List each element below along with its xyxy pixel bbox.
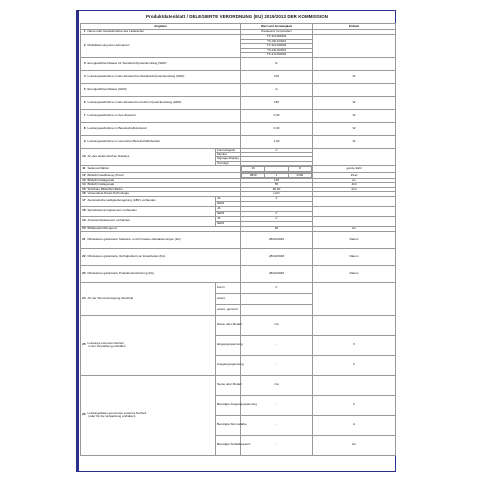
row-number: 1: [81, 30, 87, 35]
row-value: 100: [241, 70, 313, 83]
row-label: Leistungsdaten genormtes externes Netzteil (oder für die Verpackung enthalten): [87, 375, 216, 455]
row-label: Energieeffizienzklasse für Standard-Dynamikumfang (SDR): [87, 57, 241, 70]
option-label: NEIN: [216, 221, 241, 226]
row-unit: [313, 148, 396, 166]
row-value: 55: [241, 183, 313, 187]
row-value: TX-32LSW604: [241, 35, 313, 40]
table-row: [81, 83, 396, 96]
item-label: Benötigte Ausgangsspannung: [216, 395, 241, 415]
row-label: Seitenverhältnis: [87, 166, 241, 172]
row-label: Mindestens garantierte Produktunterstützung (bis): [87, 265, 241, 282]
display-type-option: Fernsehgerät: [216, 148, 241, 152]
row-number: 22: [81, 248, 87, 265]
row-unit: Datum: [313, 231, 396, 248]
row-unit: Hz: [313, 226, 396, 231]
row-value: LCD: [241, 192, 313, 196]
row-number: 24: [81, 282, 87, 315]
row-value: G: [241, 83, 313, 96]
row-value: n/a: [241, 315, 313, 335]
row-number: 26: [81, 375, 87, 455]
check-icon: ✔: [241, 211, 313, 216]
model-id: TX-24LSA604: [241, 48, 313, 52]
table-row: [81, 70, 396, 83]
row-number: 2: [81, 35, 87, 58]
row-number: 7: [81, 109, 87, 122]
row-unit: Zoll: [313, 183, 396, 187]
row-number: 3: [81, 57, 87, 70]
row-number: 23: [81, 265, 87, 282]
table-row: [81, 135, 396, 148]
row-number: 17: [81, 196, 87, 206]
row-number: 20: [82, 225, 86, 230]
row-value: -: [241, 395, 313, 415]
check-icon: ✔: [241, 196, 313, 201]
row-unit: [313, 315, 396, 335]
row-number: 18: [81, 206, 87, 216]
table-row: [81, 282, 396, 293]
row-label: Art des elektronischen Displays: [87, 148, 216, 166]
row-number: 8: [81, 122, 87, 135]
row-unit: [313, 216, 396, 226]
row-value: E: [241, 57, 313, 70]
header-angaben: Angaben: [81, 24, 241, 30]
table-row: [81, 57, 396, 70]
row-unit: V: [313, 395, 396, 415]
row-value: 1,00: [241, 135, 313, 148]
row-unit: Pixel: [313, 172, 396, 178]
option-label: NEIN: [216, 211, 241, 216]
display-type-option: Sonstige: [216, 161, 241, 165]
row-unit: [313, 35, 396, 58]
header-wert: Wert und Genauigkeit: [241, 24, 313, 30]
option-label: NEIN: [216, 201, 241, 206]
check-icon: ✔: [241, 282, 313, 293]
row-value: -: [241, 415, 313, 435]
row-unit: W: [313, 96, 396, 109]
row-number: 15: [82, 186, 86, 191]
table-row: [81, 248, 396, 265]
row-label: Leistungsaufnahme im Aus-Zustand: [87, 109, 241, 122]
row-unit: W: [313, 109, 396, 122]
row-unit: dm²: [313, 187, 396, 191]
empty-cell: [241, 293, 313, 304]
value-b: 2160: [288, 173, 311, 177]
row-value: 50: [241, 226, 313, 231]
table-row: [81, 109, 396, 122]
row-label: Spracherkennungssensor vorhanden: [87, 206, 216, 216]
option-label: extern, genormt: [216, 304, 241, 315]
display-type-option: Monitor: [216, 153, 241, 157]
value-b: 9: [288, 167, 311, 171]
datasheet-table: [80, 23, 396, 456]
row-value: 28/02/2026: [241, 231, 313, 248]
row-unit: [313, 206, 396, 216]
option-label: JA: [216, 196, 241, 201]
option-label: JA: [216, 206, 241, 211]
row-unit: Datum: [313, 248, 396, 265]
row-unit: [313, 57, 396, 70]
row-value: 155: [241, 96, 313, 109]
row-unit: [313, 196, 396, 206]
row-label: Art der Stromversorgung (Netzteil): [87, 282, 216, 315]
separator: x: [265, 173, 288, 177]
row-label: Anwesenheitssensor vorhanden: [87, 216, 216, 226]
row-value: 82,00: [241, 187, 313, 191]
row-value: Panasonic Corporation: [241, 30, 313, 35]
model-id: TX-32LSA604: [241, 40, 313, 44]
row-label: Leistungsaufnahme im vernetzten Bereitschaftsbetrieb: [87, 135, 241, 148]
row-value: -: [241, 435, 313, 455]
row-unit: W: [313, 135, 396, 148]
table-row: [81, 315, 396, 335]
row-number: 5: [81, 83, 87, 96]
check-icon: ✔: [241, 148, 313, 152]
row-label: Leistungs externes Netzteil in der Verpackung enthalten: [87, 315, 216, 375]
separator: :: [265, 167, 288, 171]
row-unit: W: [313, 70, 396, 83]
row-unit: Hz: [313, 435, 396, 455]
row-number: 4: [81, 70, 87, 83]
row-value: -: [241, 335, 313, 355]
check-icon: ✔: [241, 216, 313, 221]
row-label: Bildwiederholfrequenz: [87, 226, 241, 231]
row-unit: [313, 83, 396, 96]
row-number: 11: [82, 166, 86, 171]
table-row: [81, 35, 396, 40]
row-label: Energieeffizienzklasse (HDR): [87, 83, 241, 96]
row-unit: Datum: [313, 265, 396, 282]
row-number: 16: [82, 191, 86, 196]
row-label: Modellkennung des Lieferanten: [87, 35, 241, 58]
item-label: Benötigte Stromstärke: [216, 415, 241, 435]
table-row: [81, 231, 396, 248]
page-title: Produktdatenblatt / DELEGIERTE VERORDNUNG (EU) 2019/2013 DER KOMMISSION: [145, 14, 329, 19]
row-value: 0,30: [241, 109, 313, 122]
row-label: Leistungsaufnahme im Bereitschaftszustand: [87, 122, 241, 135]
empty-cell: [241, 304, 313, 315]
row-number: 12: [82, 172, 86, 177]
table-row: [81, 96, 396, 109]
model-id: TX-24LSW604: [241, 53, 313, 57]
item-label: Ausgangsspannung: [216, 355, 241, 375]
item-label: Eingangsspannung: [216, 335, 241, 355]
row-label: Verwendete Panel-Technologie: [87, 192, 241, 196]
table-row: [81, 265, 396, 282]
row-label: Leistungsaufnahme im Ein-Zustand bei hohem Dynamikumfang (HDR): [87, 96, 241, 109]
row-value: 138: [241, 179, 313, 183]
row-value: 28/02/2028: [241, 248, 313, 265]
row-value: 28/02/2028: [241, 265, 313, 282]
display-type-option: Signage-Display: [217, 156, 239, 161]
table-row: [81, 122, 396, 135]
option-label: intern: [216, 282, 241, 293]
row-label: Leistungsaufnahme im Ein-Zustand bei Standard-Dynamikumfang (SDR): [87, 70, 241, 83]
row-number: 19: [81, 216, 87, 226]
header-einheit: Einheit: [313, 24, 396, 30]
row-number: 6: [81, 96, 87, 109]
row-number: 13: [82, 178, 86, 183]
row-unit: [313, 282, 396, 315]
row-label: Bildschirmdiagonale: [87, 179, 241, 183]
option-label: extern: [216, 293, 241, 304]
row-unit: A: [313, 415, 396, 435]
value-a: 3840: [242, 173, 265, 177]
row-label: Bildschirmdiagonale: [87, 183, 241, 187]
row-number: 9: [81, 135, 87, 148]
row-unit: V: [313, 335, 396, 355]
option-label: JA: [216, 216, 241, 221]
row-unit: V: [313, 355, 396, 375]
row-value: 0,30: [241, 122, 313, 135]
item-label: Benötigte Schaltfrequenz: [216, 435, 241, 455]
row-label: Bildschirmauflösung (Pixel): [87, 172, 241, 178]
row-unit: ganze Zahl: [313, 166, 396, 172]
row-unit: W: [313, 122, 396, 135]
row-value: -: [241, 355, 313, 375]
table-row: [81, 375, 396, 395]
row-number: 14: [82, 182, 86, 187]
row-number: 25: [81, 315, 87, 375]
item-label: Name oder Modell: [216, 375, 241, 395]
product-datasheet: [76, 10, 396, 472]
row-unit: cm: [313, 179, 396, 183]
row-label: Name oder Handelsmarke des Lieferanten: [87, 30, 241, 35]
row-unit: [313, 375, 396, 395]
model-id: TX-32LSW604: [241, 44, 313, 48]
row-value: n/a: [241, 375, 313, 395]
row-label: Mindestens garantierte Verfügbarkeit von Ersatzteilen (bis): [87, 248, 241, 265]
row-number: 10: [81, 148, 87, 166]
row-label: Mindestens garantierte Software- und Firmware-Aktualisierungen (bis): [87, 231, 241, 248]
value-a: 16: [242, 167, 265, 171]
row-label: Sichtbare Bildschirmfläche: [87, 187, 241, 191]
row-number: 21: [81, 231, 87, 248]
row-label: Automatische Helligkeitsregelung (ABC) vorhanden: [87, 196, 216, 206]
item-label: Name oder Modell: [216, 315, 241, 335]
